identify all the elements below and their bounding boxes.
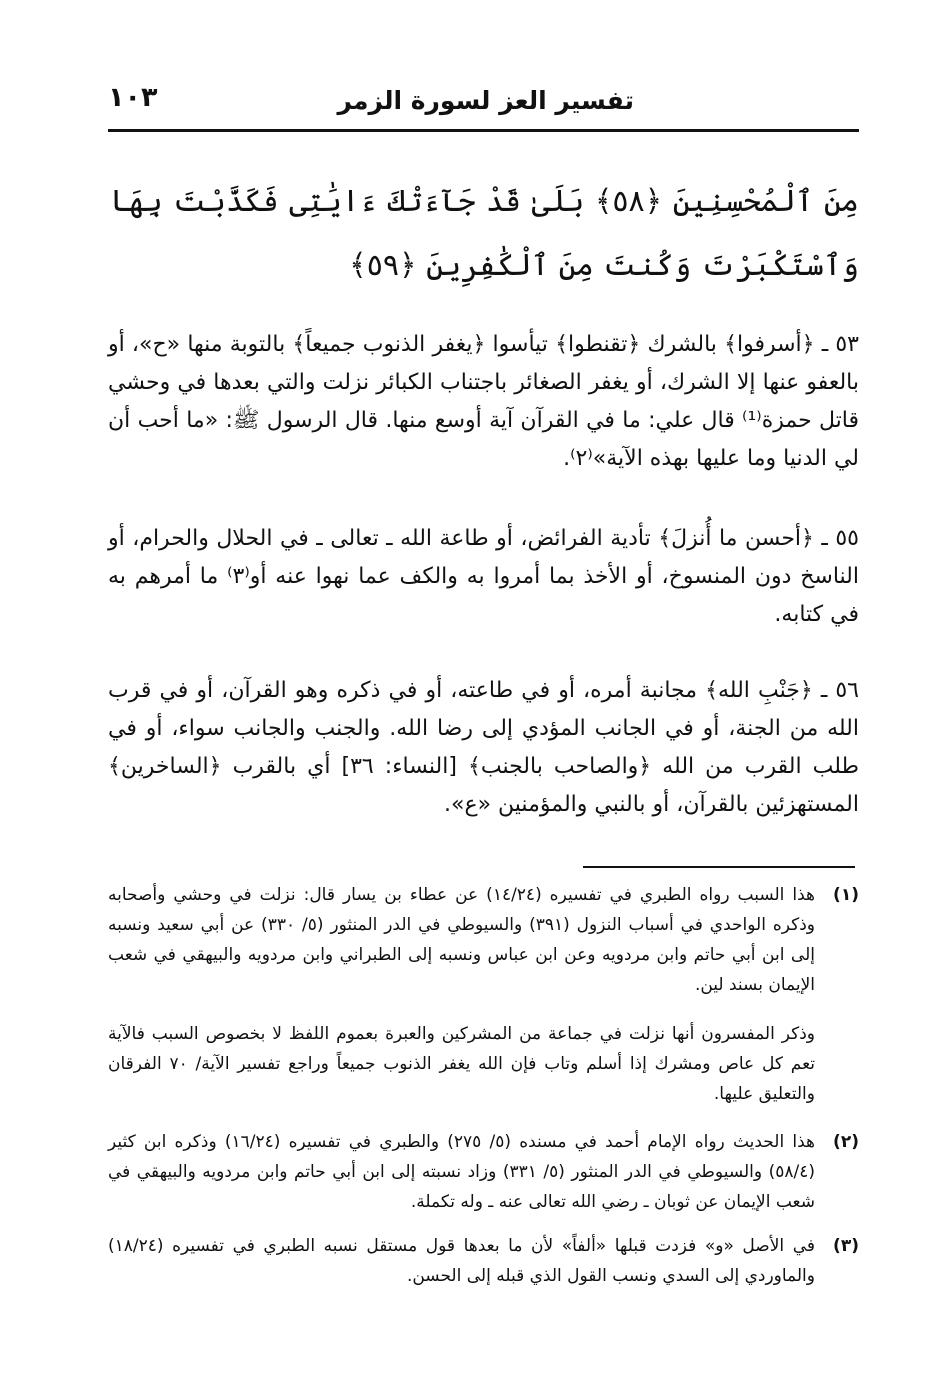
footnote-divider [583,866,855,868]
footnote-text: في الأصل «و» فزدت قبلها «ألفاً» لأن ما بعدها قول مستقل نسبه الطبري في تفسيره (١٨/٢٤) والماوردي إلى السدي ونسب القول الذي قبله إلى الحسن. [108,1236,815,1286]
quran-verse: مِنَ ٱلْمُحْسِنِينَ ﴿٥٨﴾ بَلَىٰ قَدْ جَآءَتْكَ ءَايَٰتِى فَكَذَّبْتَ بِهَا وَٱسْتَكْبَرْتَ وَكُنتَ مِنَ ٱلْكَٰفِرِينَ ﴿٥٩﴾ [110,184,860,283]
page-header [108,78,859,128]
footnote-number: (١) [833,885,859,905]
page-number: ١٠٣ [108,82,158,113]
footnote-text: هذا السبب رواه الطبري في تفسيره (١٤/٢٤) عن عطاء بن يسار قال: نزلت في وحشي وأصحابه وذكره الواحدي في أسباب النزول (٣٩١) والسيوطي في الدر المنثور (٥/ ٣٣٠) عن أبي سعيد ونسبه إلى ابن أبي حاتم وابن مردويه وعن ابن عباس ونسبه إلى الطبراني وابن مردويه والبيهقي في شعب الإيمان بسند لين. [108,885,815,995]
running-title: تفسير العز لسورة الزمر [337,86,634,115]
footnote-number: (٣) [833,1236,859,1256]
footnote-1 [108,880,859,1000]
commentary-verse-53: ٥٣ ـ ﴿أسرفوا﴾ بالشرك ﴿تقنطوا﴾ تيأسوا ﴿يغفر الذنوب جميعاً﴾ بالتوبة منها «ح»، أو بالعفو عنها إلا الشرك، أو يغفر الصغائر باجتناب الكبائر نزلت والتي بعدها في وحشي قاتل حمزة⁽¹⁾ قال علي: ما في القرآن آية أوسع منها. قال الرسول ﷺ: «ما أحب أن لي الدنيا وما عليها بهذه الآية»⁽٢⁾. [108,332,859,471]
header-divider [108,129,859,132]
footnote-number: (٢) [833,1132,859,1152]
footnote-2 [108,1127,859,1217]
footnote-3 [108,1231,859,1291]
footnote-1-continuation: وذكر المفسرون أنها نزلت في جماعة من المشركين والعبرة بعموم اللفظ لا بخصوص السبب فالآية تعم كل عاص ومشرك إذا أسلم وتاب فإن الله يغفر الذنوب جميعاً وراجع تفسير الآية/ ٧٠ الفرقان والتعليق عليها. [108,1024,816,1104]
commentary-verse-55: ٥٥ ـ ﴿أحسن ما أُنزلَ﴾ تأدية الفرائض، أو طاعة الله ـ تعالى ـ في الحلال والحرام، أو الناسخ دون المنسوخ، أو الأخذ بما أمروا به والكف عما نهوا عنه أو⁽٣⁾ ما أمرهم به في كتابه. [108,526,859,627]
commentary-verse-56: ٥٦ ـ ﴿جَنْبِ الله﴾ مجانبة أمره، أو في طاعته، أو في ذكره وهو القرآن، أو في قرب الله من الجنة، أو في الجانب المؤدي إلى رضا الله. والجنب والجانب سواء، أو في طلب القرب من الله ﴿والصاحب بالجنب﴾ [النساء: ٣٦] أي بالقرب ﴿الساخرين﴾ المستهزئين بالقرآن، أو بالنبي والمؤمنين «ع». [108,678,859,817]
footnote-text: هذا الحديث رواه الإمام أحمد في مسنده (٥/ ٢٧٥) والطبري في تفسيره (١٦/٢٤) وذكره ابن كثير (٥٨/٤) والسيوطي في الدر المنثور (٥/ ٣٣١) وزاد نسبته إلى ابن أبي حاتم وابن مردويه والبيهقي في شعب الإيمان عن ثوبان ـ رضي الله تعالى عنه ـ وله تكملة. [108,1132,815,1212]
